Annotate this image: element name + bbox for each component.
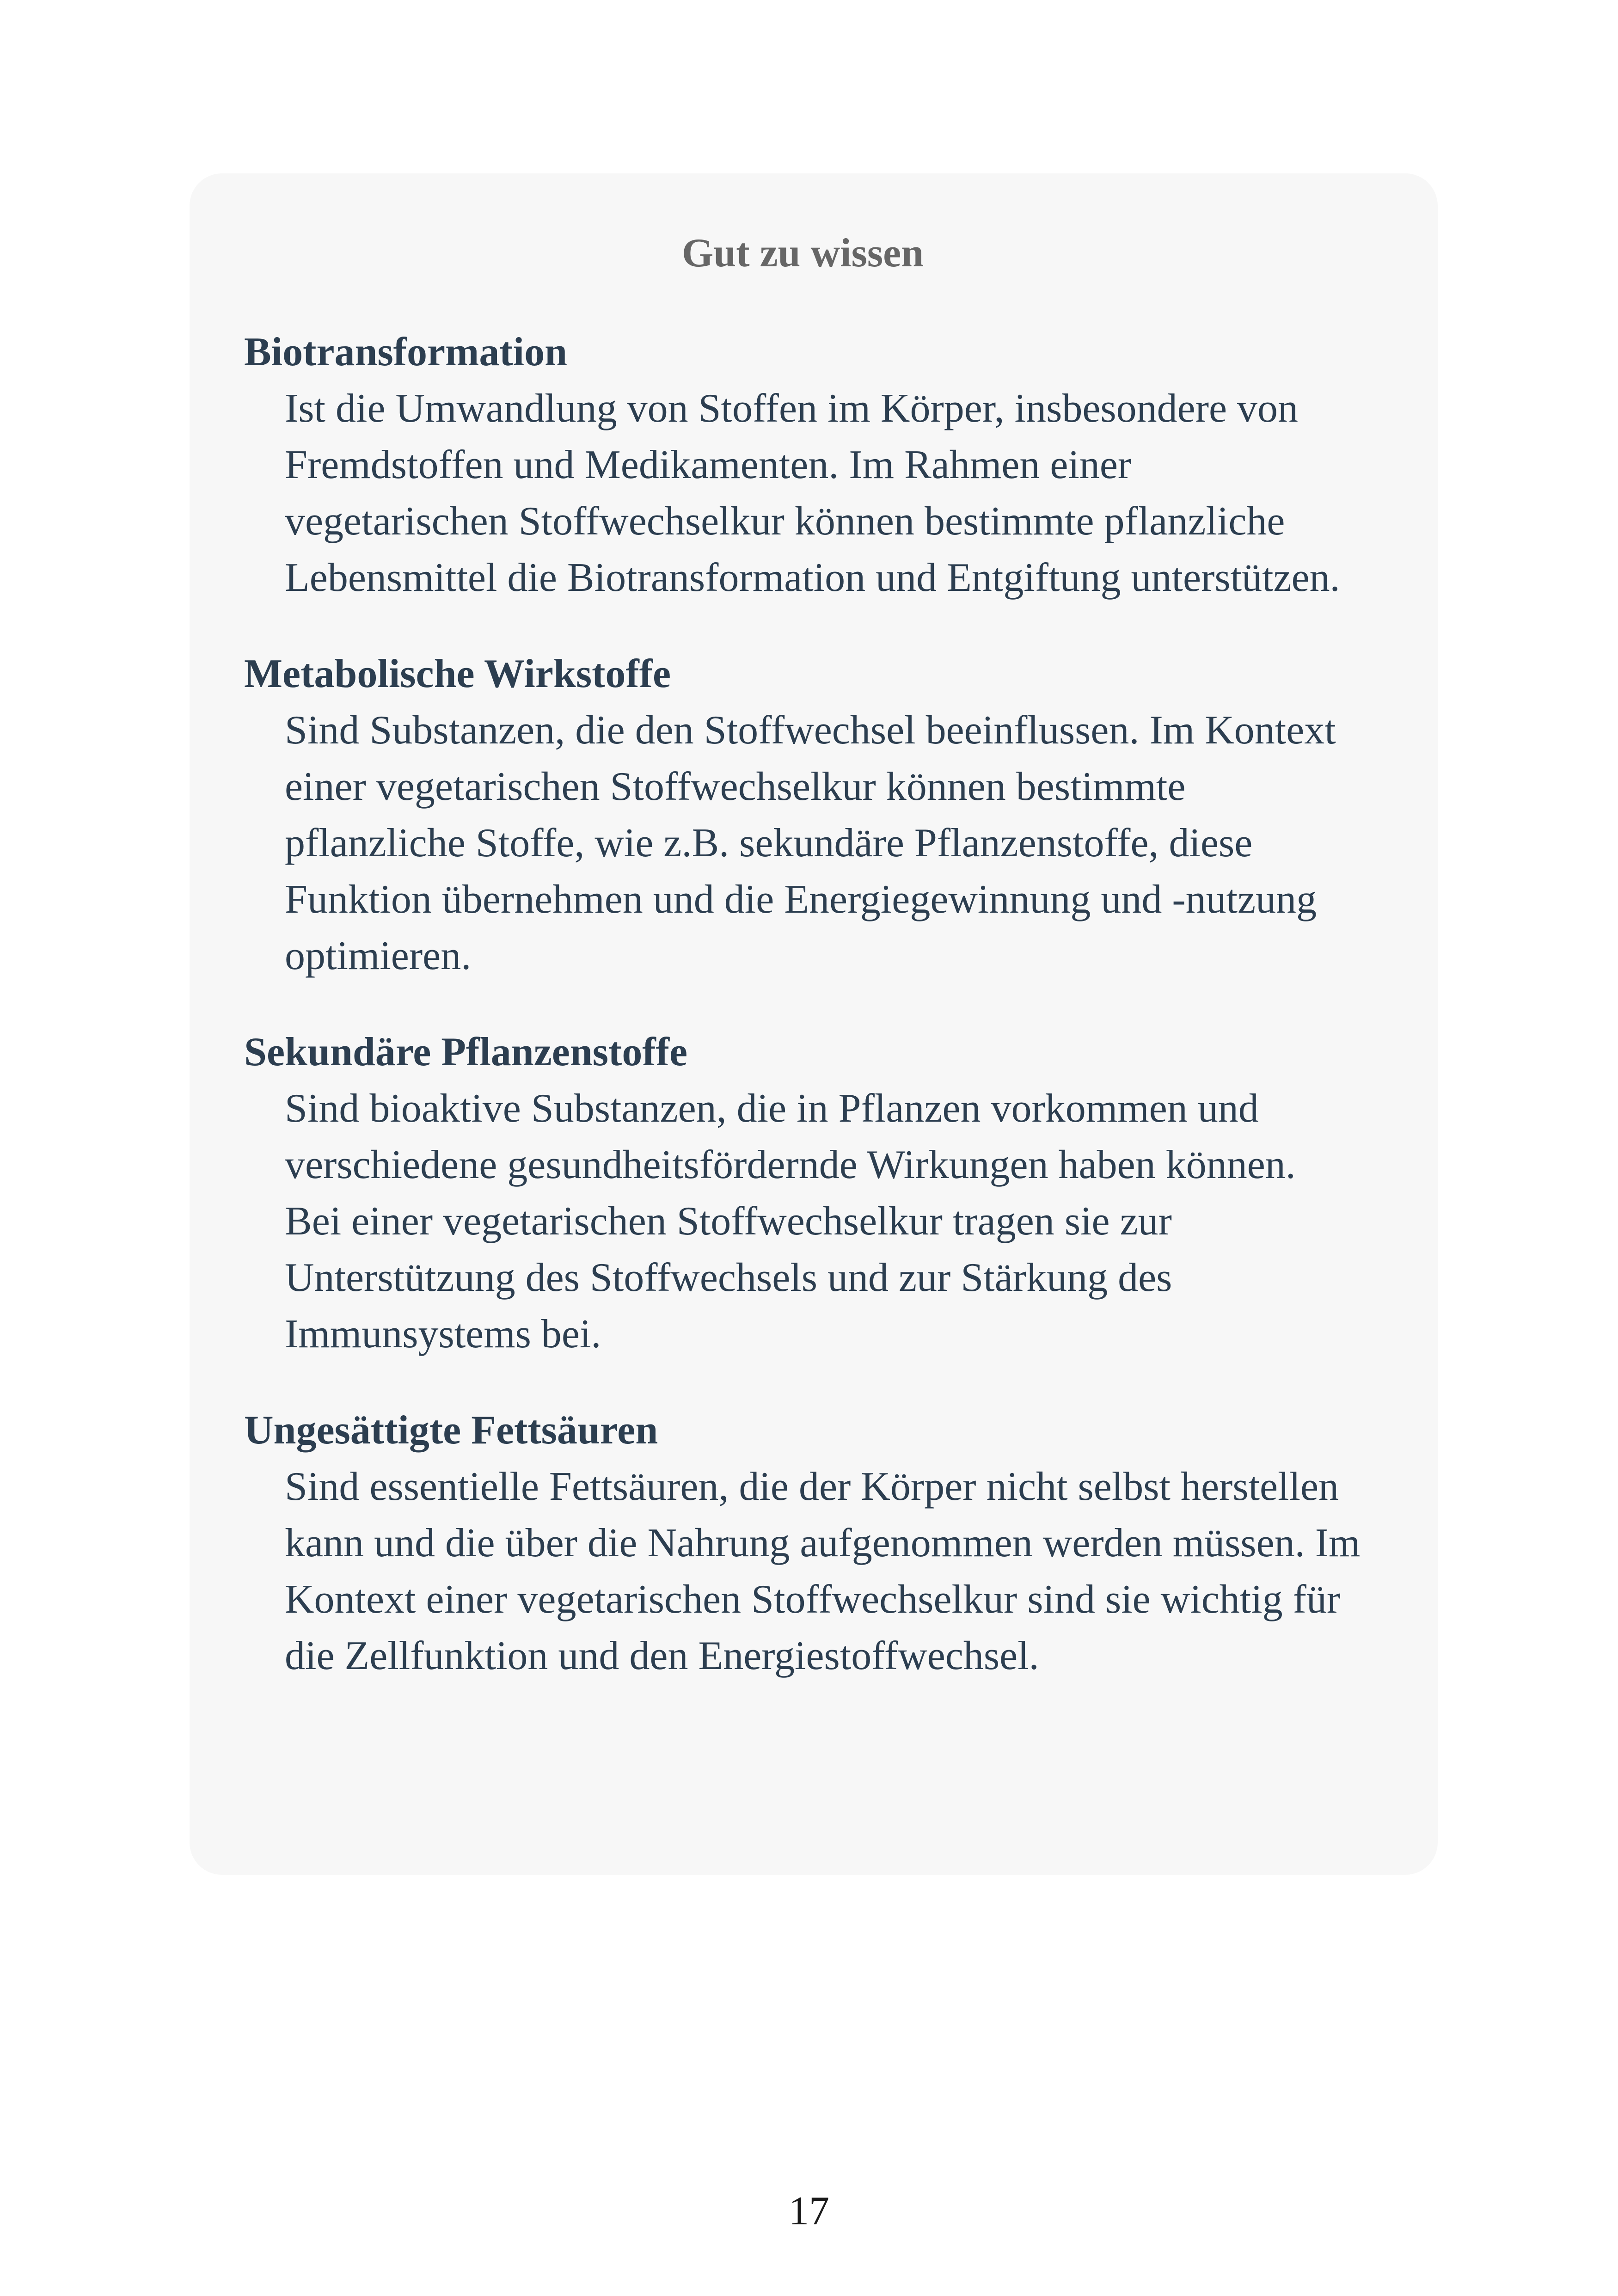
glossary-definition: Sind bioaktive Substanzen, die in Pflanzen vorkommen und verschiedene gesundheitsfördernde Wirkungen haben können. Bei einer vegetarischen Stoffwechselkur tragen sie zur Unterstützung des Stoffwechsels und zur Stärkung des Immunsystems bei. xyxy=(285,1086,1296,1357)
glossary-term: Sekundäre Pflanzenstoffe xyxy=(244,1029,688,1074)
glossary-definition: Sind essentielle Fettsäuren, die der Körper nicht selbst herstellen kann und die über die Nahrung aufgenommen werden müssen. Im Kontext einer vegetarischen Stoffwechselkur sind sie wichtig für die Zellfunktion und den Energiestoffwechsel. xyxy=(285,1464,1361,1678)
page-number: 17 xyxy=(789,2189,829,2234)
glossary-term: Ungesättigte Fettsäuren xyxy=(244,1407,658,1453)
glossary-entry-ungesaettigte-fettsaeuren xyxy=(244,1402,1361,1684)
glossary-term: Biotransformation xyxy=(244,329,568,374)
glossary-definition: Sind Substanzen, die den Stoffwechsel beeinflussen. Im Kontext einer vegetarischen Stoffwechselkur können bestimmte pflanzliche Stoffe, wie z.B. sekundäre Pflanzenstoffe, diese Funktion übernehmen und die Energiegewinnung und -nutzung optimieren. xyxy=(285,707,1336,978)
glossary-entry-biotransformation xyxy=(244,324,1361,606)
info-box xyxy=(190,173,1438,1875)
glossary-entry-metabolische-wirkstoffe xyxy=(244,646,1361,984)
glossary-definition: Ist die Umwandlung von Stoffen im Körper, insbesondere von Fremdstoffen und Medikamenten. Im Rahmen einer vegetarischen Stoffwechselkur können bestimmte pflanzliche Lebensmittel die Biotransformation und Entgiftung unterstützen. xyxy=(285,386,1340,600)
box-title: Gut zu wissen xyxy=(681,231,924,276)
glossary-term: Metabolische Wirkstoffe xyxy=(244,651,671,696)
glossary-entry-sekundaere-pflanzenstoffe xyxy=(244,1024,1361,1363)
